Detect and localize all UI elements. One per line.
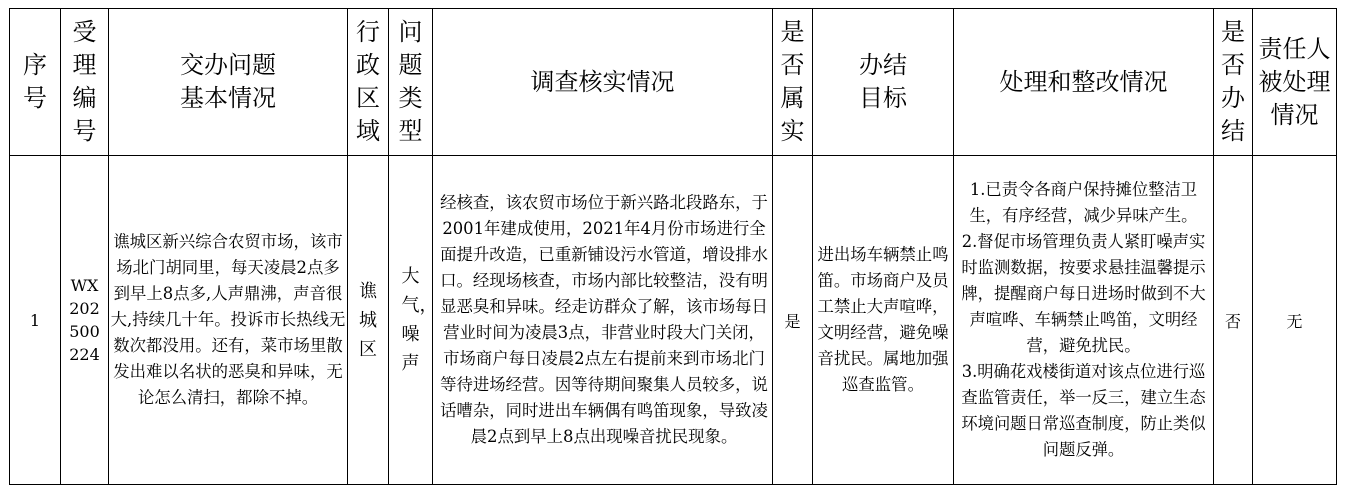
cell-completed: 否: [1214, 156, 1253, 485]
header-problem-type: 问题类型: [389, 9, 433, 156]
header-completed: 是否办结: [1214, 9, 1253, 156]
cell-no: 1: [10, 156, 61, 485]
cell-verified: 是: [773, 156, 813, 485]
header-verified: 是否属实: [773, 9, 813, 156]
header-acceptance-no: 受理编号: [61, 9, 109, 156]
header-no: 序号: [10, 9, 61, 156]
header-row: [10, 9, 1337, 156]
handling-step-2: 2.督促市场管理负责人紧盯噪声实时监测数据，按要求悬挂温馨提示牌，提醒商户每日进场时做到不大声喧哗、车辆禁止鸣笛，文明经营，避免扰民。: [961, 232, 1206, 355]
handling-step-1: 1.已责令各商户保持摊位整洁卫生，有序经营，减少异味产生。: [969, 180, 1198, 225]
cell-district: 谯城区: [348, 156, 389, 485]
header-goal: 办结 目标: [813, 9, 954, 156]
header-problem: 交办问题 基本情况: [109, 9, 348, 156]
header-handling: 处理和整改情况: [954, 9, 1214, 156]
table-row: [10, 156, 1337, 485]
cell-goal: 进出场车辆禁止鸣笛。市场商户及员工禁止大声喧哗，文明经营，避免噪音扰民。属地加强巡查监管。: [813, 156, 954, 485]
cell-handling: [954, 156, 1214, 485]
cell-problem-type: 大气，噪声: [389, 156, 433, 485]
header-district: 行政区域: [348, 9, 389, 156]
cell-accountability: 无: [1253, 156, 1337, 485]
handling-step-3: 3.明确花戏楼街道对该点位进行巡查监管责任，举一反三，建立生态环境问题日常巡查制度，防止类似问题反弹。: [961, 362, 1206, 459]
header-investigation: 调查核实情况: [433, 9, 773, 156]
cell-acceptance-no: WX 202 500 224: [61, 156, 109, 485]
petition-handling-table: [9, 8, 1337, 485]
header-accountability: 责任人被处理情况: [1253, 9, 1337, 156]
cell-problem: 谯城区新兴综合农贸市场，该市场北门胡同里，每天凌晨2点多到早上8点多,人声鼎沸，声音很大,持续几十年。投诉市长热线无数次都没用。还有，菜市场里散发出难以名状的恶臭和异味，无论怎么清扫，都除不掉。: [109, 156, 348, 485]
cell-investigation: 经核查，该农贸市场位于新兴路北段路东，于2001年建成使用，2021年4月份市场进行全面提升改造，已重新铺设污水管道，增设排水口。经现场核查，市场内部比较整洁，没有明显恶臭和异味。经走访群众了解，该市场每日营业时间为凌晨3点，非营业时段大门关闭，市场商户每日凌晨2点左右提前来到市场北门等待进场经营。因等待期间聚集人员较多，说话嘈杂，同时进出车辆偶有鸣笛现象，导致凌晨2点到早上8点出现噪音扰民现象。: [433, 156, 773, 485]
